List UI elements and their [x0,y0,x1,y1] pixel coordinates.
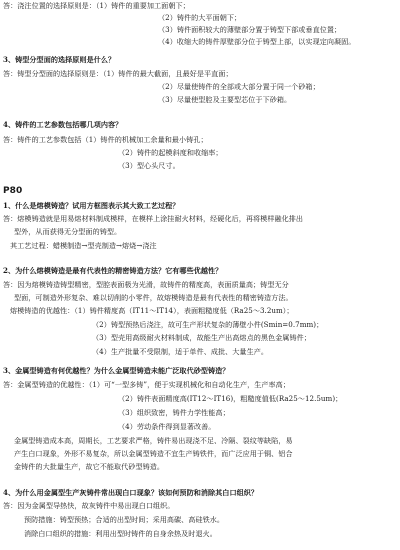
question-heading: 2、为什么熔模铸造是最有代表性的精密铸造方法？它有哪些优越性？ [3,266,223,275]
text-line: 答：因为金属型导热快，故灰铸件中易出现白口组织。 [3,501,175,510]
text-line: （2）铸件的大平面朝下； [158,13,242,22]
text-line: 答：浇注位置的选择原则是：（1）铸件的重要加工面朝下； [3,1,190,10]
text-line: （2）尽量使铸件的全部或大部分置于同一个砂箱； [158,82,320,91]
process-flow [10,241,157,250]
question-heading: 3、铸型分型面的选择原则是什么？ [3,55,116,64]
flow-step: 其工艺过程：蜡模制造 [10,241,82,250]
text-line: 答：金属型铸造的优越性：（1）可“一型多铸”，便于实现机械化和自动化生产，生产率高； [3,380,290,389]
text-line: （4）生产批量不受限制，适于单件、成批、大量生产。 [92,347,269,356]
arrow-right-icon: → [81,241,88,250]
text-line: （2）铸件的起模斜度和收缩率； [118,148,223,157]
flow-step: 熔烧 [122,241,137,250]
text-line: （4）劳动条件得到显著改善。 [118,422,216,431]
text-line: 金铸件的大批量生产，故它不能取代砂型铸造。 [14,462,165,471]
text-line: 消除白口组织的措施：利用出型时铸件的自身余热及时退火。 [24,529,217,538]
text-line: （3）铸件面积较大的薄壁部分置于铸型下部或垂直位置； [158,25,342,34]
text-line: 型外，从而获得无分型面的铸型。 [14,227,122,236]
text-line: （3）型壳用高级耐火材料制成，故能生产出高熔点的黑色金属铸件； [92,333,311,342]
text-line: 型面，可制造外形复杂、难以切削的小零件，故熔模铸造是最有代表性的精密铸造方法。 [14,293,293,302]
text-line: 答：熔模铸造就是用易熔材料制成模样，在模样上涂挂耐火材料，经硬化后，再将模样融化排出 [3,214,304,223]
arrow-right-icon: → [136,241,143,250]
flow-step: 浇注 [142,241,157,250]
section-title: P80 [3,186,23,196]
text-line: （2）铸件表面精度高(IT12～IT16)，粗糙度值低(Ra25～12.5um)； [118,394,343,403]
text-line: 答：铸型分型面的选择原则是：（1）铸件的最大截面，且最好是平直面； [3,69,233,78]
text-line: 答：铸件的工艺参数包括（1）铸件的机械加工余量和最小铸孔； [3,135,208,144]
text-line: （3）组织致密，铸件力学性能高； [118,408,230,417]
arrow-right-icon: → [116,241,123,250]
text-line: 金属型铸造成本高，周期长，工艺要求严格，铸件易出现浇不足、冷隔、裂纹等缺陷，易 [14,436,293,445]
flow-step: 型壳制造 [87,241,117,250]
question-heading: 1、什么是熔模铸造？试用方框图表示其大致工艺过程？ [3,201,180,210]
text-line: （3）尽量使型腔及主要型芯位于下砂箱。 [158,95,292,104]
text-line: （3）型心头尺寸。 [118,161,180,170]
question-heading: 3、金属型铸造有何优越性？为什么金属型铸造未能广泛取代砂型铸造？ [3,366,230,375]
text-line: 产生白口现象，外形不易复杂，所以金属型铸造不宜生产铸铁件，而广泛应用于铜、铝合 [14,449,293,458]
text-line: 答：因为熔模铸造铸型精密，型腔表面极为光滑，故铸件的精度高，表面质量高；铸型无分 [3,280,289,289]
question-heading: 4、为什么用金属型生产灰铸件常出现白口现象？该如何预防和消除其白口组织？ [3,488,259,497]
text-line: 熔模铸造的优越性：（1）铸件精度高（IT11～IT14），表面粗糙度低（Ra25～3.2um）； [10,306,294,315]
text-line: 预防措施：铸型预热；合适的出型时间；采用高碳、高硅铁水。 [24,515,225,524]
text-line: （4）收缩大的铸件厚壁部分位于铸型上部，以实现定向凝固。 [158,37,356,46]
question-heading: 4、铸件的工艺参数包括哪几项内容？ [3,120,123,129]
text-line: （2）铸型预热后浇注，故可生产形状复杂的薄壁小件(Smin=0.7mm)； [92,320,324,329]
